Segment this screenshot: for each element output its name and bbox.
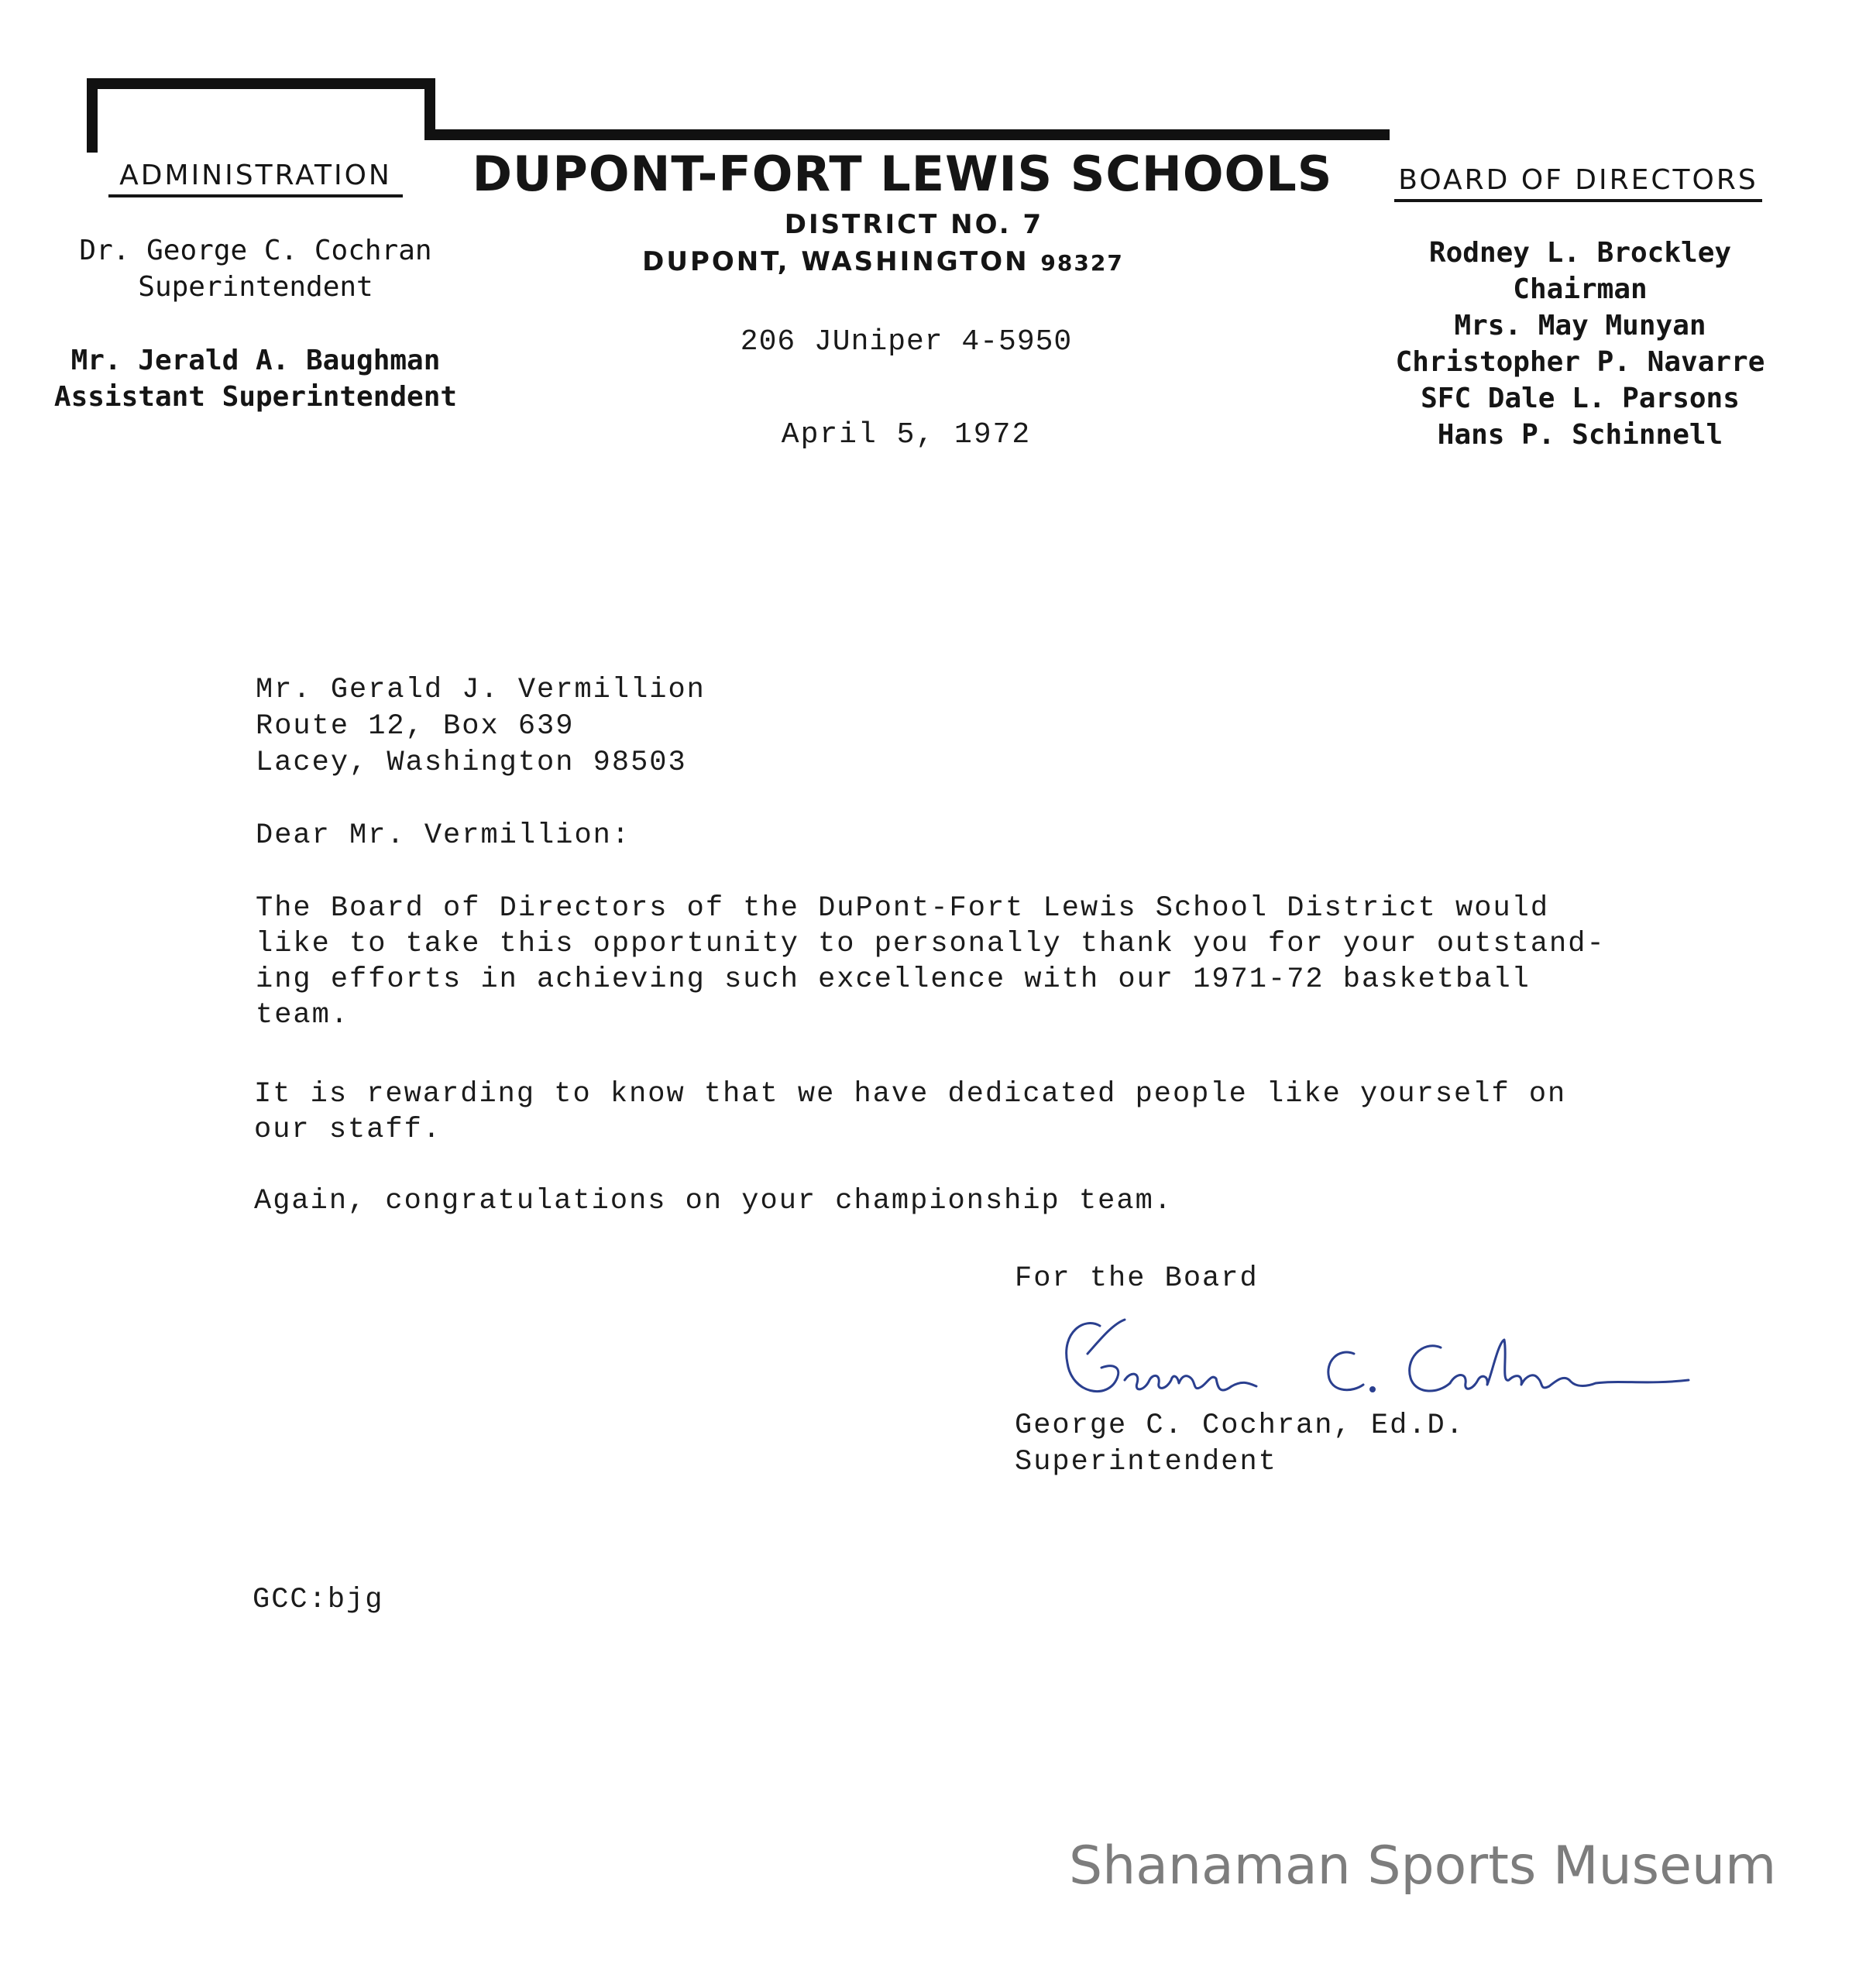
paragraph-line: our staff. <box>254 1114 442 1146</box>
salutation: Dear Mr. Vermillion: <box>256 819 631 852</box>
letter-date: April 5, 1972 <box>781 418 1032 452</box>
administration-heading: ADMINISTRATION <box>108 160 403 197</box>
closing-line: For the Board <box>1015 1262 1259 1295</box>
body-paragraph-3: Again, congratulations on your championship team. <box>254 1185 1173 1217</box>
board-line: SFC Dale L. Parsons <box>1421 383 1740 414</box>
district-zip: 98327 <box>1040 250 1124 276</box>
recipient-name: Mr. Gerald J. Vermillion <box>256 674 706 706</box>
administration-member <box>31 342 480 415</box>
member-role: Superintendent <box>138 271 373 303</box>
paragraph-line: It is rewarding to know that we have dedicated people like yourself on <box>254 1078 1567 1111</box>
signer-title: Superintendent <box>1015 1446 1277 1478</box>
typist-initials: GCC:bjg <box>253 1584 384 1616</box>
board-line: Mrs. May Munyan <box>1454 310 1706 342</box>
paragraph-line: like to take this opportunity to personally thank you for your outstand- <box>256 928 1606 960</box>
letterhead-rule-left <box>87 78 435 89</box>
administration-member <box>31 232 480 305</box>
museum-watermark: Shanaman Sports Museum <box>1069 1835 1777 1897</box>
board-line: Hans P. Schinnell <box>1437 419 1723 451</box>
paragraph-line: The Board of Directors of the DuPont-Fort Lewis School District would <box>256 892 1550 925</box>
paragraph-line: team. <box>256 999 350 1032</box>
member-role: Assistant Superintendent <box>53 381 458 413</box>
signer-name: George C. Cochran, Ed.D. <box>1015 1409 1465 1442</box>
board-line: Christopher P. Navarre <box>1395 346 1765 378</box>
district-address <box>573 246 1193 277</box>
school-district-title: DUPONT-FORT LEWIS SCHOOLS <box>472 146 1333 202</box>
letterhead-rule-left-vertical <box>87 78 98 153</box>
recipient-street: Route 12, Box 639 <box>256 710 575 743</box>
board-heading: BOARD OF DIRECTORS <box>1394 164 1762 202</box>
board-member-list <box>1363 235 1797 453</box>
member-name: Mr. Jerald A. Baughman <box>70 345 441 376</box>
district-city: DUPONT, WASHINGTON <box>642 246 1029 277</box>
phone-number: 206 JUniper 4-5950 <box>740 325 1073 359</box>
recipient-city: Lacey, Washington 98503 <box>256 747 687 779</box>
paragraph-line: ing efforts in achieving such excellence with our 1971-72 basketball <box>256 963 1531 996</box>
board-line: Chairman <box>1513 273 1648 305</box>
member-name: Dr. George C. Cochran <box>79 235 432 266</box>
body-paragraph-1 <box>256 891 1606 1033</box>
body-paragraph-2 <box>254 1076 1566 1148</box>
board-line: Rodney L. Brockley <box>1428 237 1732 269</box>
district-number: DISTRICT NO. 7 <box>784 209 1044 240</box>
letterhead-rule-right <box>424 129 1390 140</box>
handwritten-signature <box>1053 1309 1720 1417</box>
